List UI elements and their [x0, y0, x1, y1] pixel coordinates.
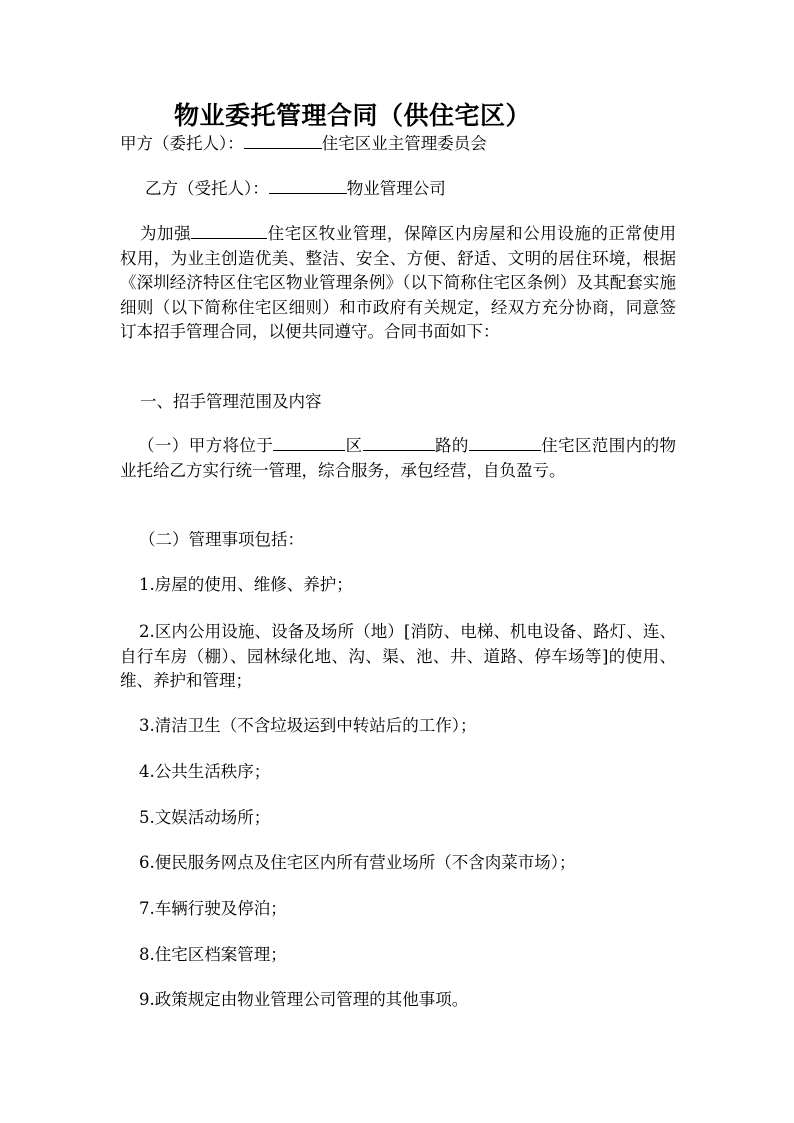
- list-item: 6.便民服务网点及住宅区内所有营业场所（不含肉菜市场）；: [139, 853, 576, 872]
- list-item: 5.文娱活动场所；: [139, 808, 271, 827]
- list-item: 2.区内公用设施、设备及场所（地）[消防、电梯、机电设备、路灯、连、自行车房（棚）、园林绿化地、沟、渠、池、井、道路、停车场等]的使用、维、养护和管理；: [120, 622, 676, 690]
- party-a-label: 甲方（委托人）：: [120, 134, 244, 153]
- document-title: 物业委托管理合同（供住宅区）: [174, 101, 532, 130]
- list-item: 9.政策规定由物业管理公司管理的其他事项。: [139, 990, 469, 1009]
- item2-heading: （二）管理事项包括：: [139, 530, 304, 549]
- blank-field: [363, 436, 435, 451]
- party-b-name: 物业管理公司: [346, 179, 446, 198]
- list-item: 4.公共生活秩序；: [139, 762, 271, 781]
- party-a-name: 住宅区业主管理委员会: [321, 134, 487, 153]
- party-a-line: [120, 132, 676, 157]
- item1-body: 住宅区范围内的物业托给乙方实行统一管理，综合服务，承包经营，自负盈亏。: [120, 436, 677, 480]
- section1-heading: 一、招手管理范围及内容: [140, 392, 322, 411]
- intro-paragraph: [120, 222, 676, 345]
- list-item: 8.住宅区档案管理；: [139, 945, 287, 964]
- list-item: 3.清洁卫生（不含垃圾运到中转站后的工作）；: [139, 716, 477, 735]
- blank-field: [273, 436, 345, 451]
- blank-field: [244, 134, 322, 149]
- item1-lu: 路的: [434, 436, 469, 455]
- item1-prefix: （一）甲方将位于: [138, 436, 274, 455]
- blank-field: [191, 224, 267, 239]
- blank-field: [469, 436, 541, 451]
- list-item: 7.车辆行驶及停泊；: [139, 899, 287, 918]
- party-b-label: 乙方（受托人）：: [145, 179, 269, 198]
- intro-body: 住宅区牧业管理，保障区内房屋和公用设施的正常使用权用，为业主创造优美、整洁、安全、方便、舒适、文明的居住环境，根据《深圳经济特区住宅区物业管理条例》（以下简称住宅区条例）及其配套实施细则（以下简称住宅区细则）和市政府有关规定，经双方充分协商，同意签订本招手管理合同，以便共同遵守。合同书面如下：: [120, 224, 677, 341]
- party-b-line: [145, 177, 701, 202]
- list-item: 1.房屋的使用、维修、养护；: [139, 575, 353, 594]
- blank-field: [269, 179, 347, 194]
- item1-qu: 区: [345, 436, 363, 455]
- intro-prefix: 为加强: [140, 224, 192, 243]
- item1-paragraph: [120, 434, 676, 483]
